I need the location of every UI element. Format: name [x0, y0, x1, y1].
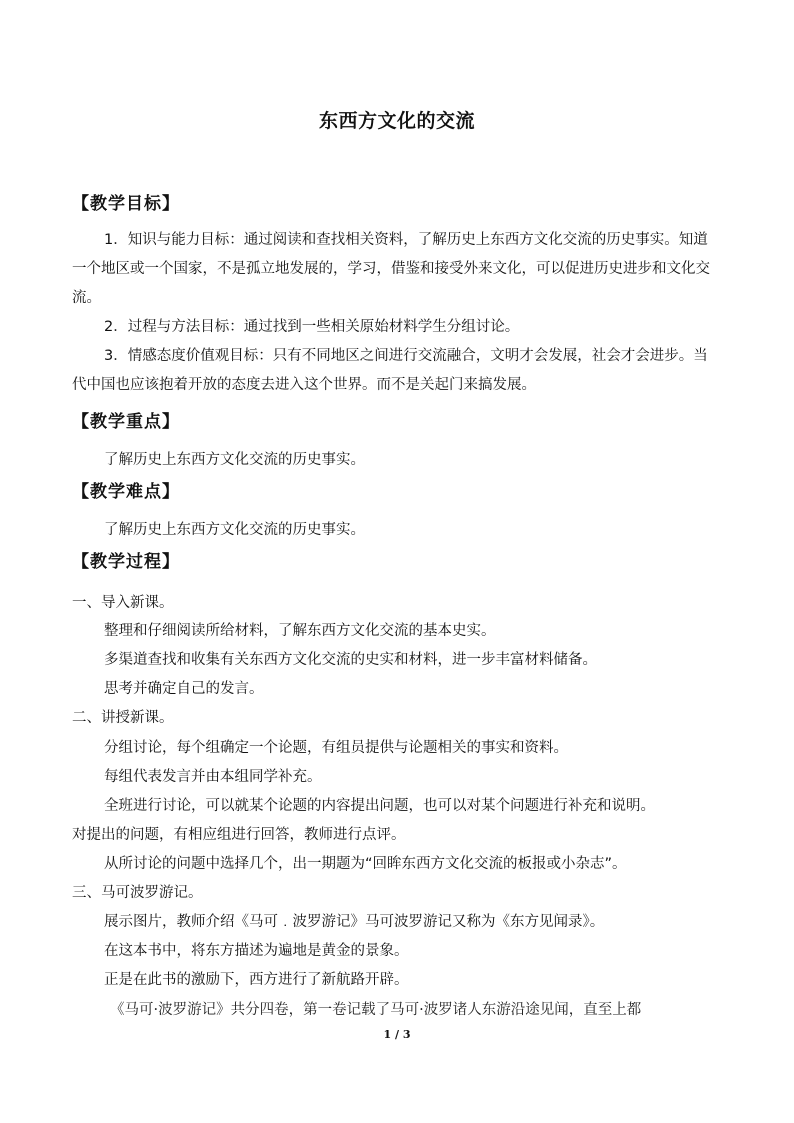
key-points-text: 了解历史上东西方文化交流的历史事实。: [104, 452, 365, 468]
list-item: 在这本书中，将东方描述为遍地是黄金的景象。: [104, 943, 409, 959]
list-item: 每组代表发言并由本组同学补充。: [104, 769, 322, 785]
quote-text: 《马可·波罗游记》共分四卷，第一卷记载了马可·波罗诸人东游沿途见闻，直至上都: [110, 1002, 642, 1018]
list-item: 从所讨论的问题中选择几个，出一期题为“回眸东西方文化交流的板报或小杂志”。: [104, 856, 627, 872]
list-item: 展示图片，教师介绍《马可﹒波罗游记》马可波罗游记又称为《东方见闻录》。: [104, 914, 605, 930]
objective-knowledge: 1．知识与能力目标：通过阅读和查找相关资料，了解历史上东西方文化交流的历史事实。知道一个地区或一个国家，不是孤立地发展的，学习，借鉴和接受外来文化，可以促进历史进步和文化交流。: [72, 232, 710, 306]
difficulties-text: 了解历史上东西方文化交流的历史事实。: [104, 522, 365, 538]
list-item: 整理和仔细阅读所给材料，了解东西方文化交流的基本史实。: [104, 623, 496, 639]
list-item: 全班进行讨论，可以就某个论题的内容提出问题，也可以对某个问题进行补充和说明。: [104, 798, 655, 814]
part1-title: 一、导入新课。: [72, 595, 174, 611]
document-title: 东西方文化的交流: [318, 110, 475, 132]
heading-key-points: 【教学重点】: [72, 412, 180, 432]
list-item: 正是在此书的激励下，西方进行了新航路开辟。: [104, 972, 409, 988]
heading-objectives: 【教学目标】: [72, 194, 180, 214]
list-item: 多渠道查找和收集有关东西方文化交流的史实和材料，进一步丰富材料储备。: [104, 652, 597, 668]
objective-values: 3．情感态度价值观目标：只有不同地区之间进行交流融合，文明才会发展，社会才会进步。当代中国也应该抱着开放的态度去进入这个世界。而不是关起门来搞发展。: [72, 348, 708, 393]
heading-process: 【教学过程】: [72, 552, 180, 572]
part2-title: 二、讲授新课。: [72, 710, 174, 726]
part3-title: 三、马可波罗游记。: [72, 885, 203, 901]
page-number: 1 / 3: [383, 1028, 411, 1041]
heading-difficulties: 【教学难点】: [72, 482, 180, 502]
list-item: 分组讨论，每个组确定一个论题，有组员提供与论题相关的事实和资料。: [104, 740, 568, 756]
objective-process: 2．过程与方法目标：通过找到一些相关原始材料学生分组讨论。: [104, 319, 520, 335]
list-item-continuation: 对提出的问题，有相应组进行回答，教师进行点评。: [72, 827, 406, 843]
list-item: 思考并确定自己的发言。: [104, 681, 264, 697]
